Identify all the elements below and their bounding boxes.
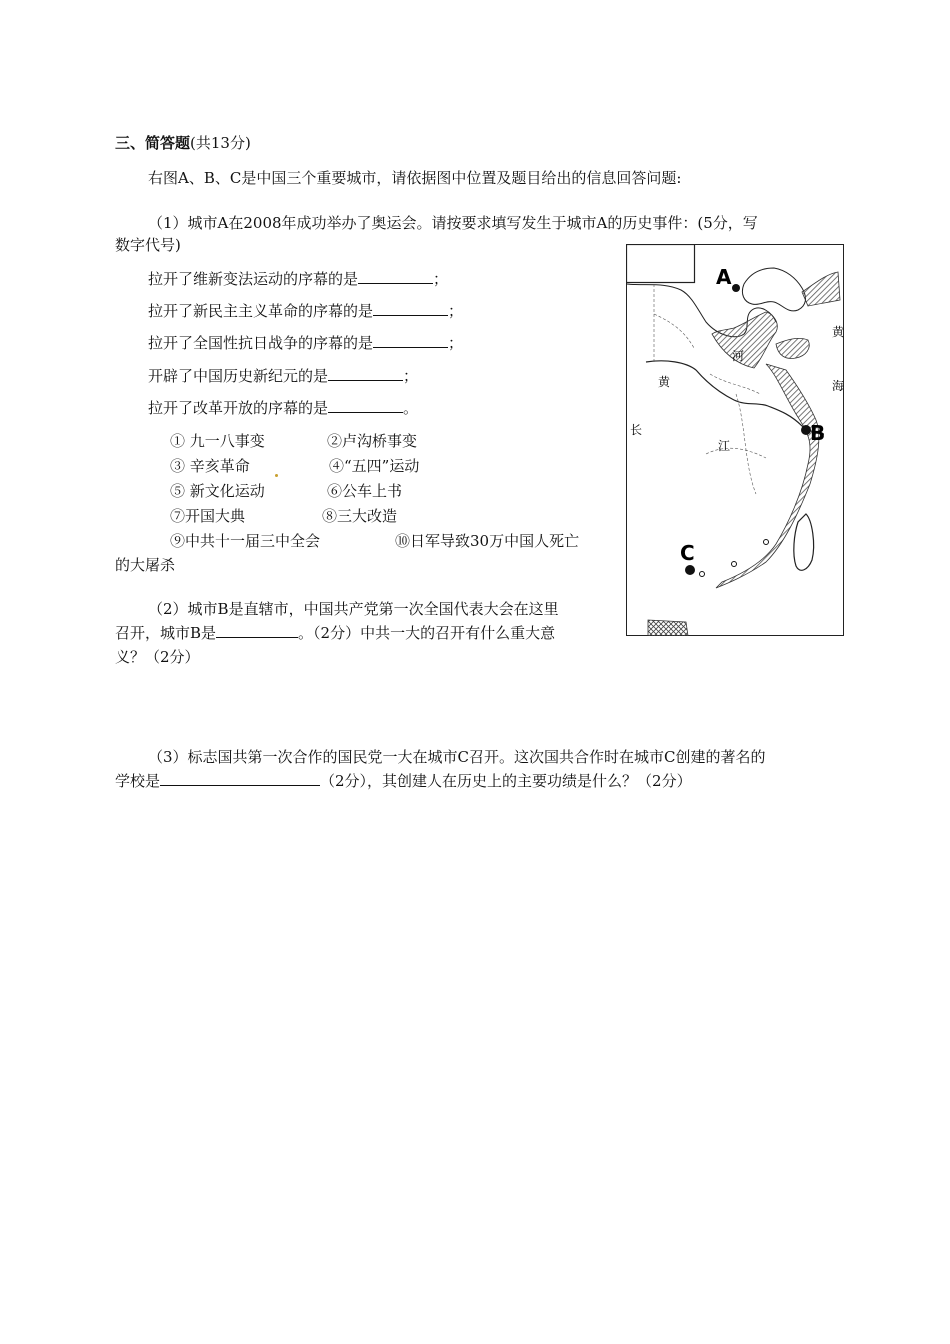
label-river-huang: 黄 — [658, 375, 671, 389]
q1-item-3 — [148, 332, 463, 354]
label-river-chang: 长 — [630, 423, 643, 437]
label-city-b: B — [810, 421, 826, 445]
q1-prompt-line1: （1）城市A在2008年成功举办了奥运会。请按要求填写发生于城市A的历史事件：(5分，写 — [148, 214, 758, 232]
option-7: ⑦开国大典 — [170, 507, 246, 525]
label-river-he: 河 — [732, 349, 745, 363]
answer-blank-3[interactable] — [373, 332, 448, 348]
q1-item-2-text: 拉开了新民主主义革命的序幕的是 — [148, 302, 374, 320]
city-a-marker — [732, 284, 740, 292]
label-city-a: A — [716, 265, 732, 289]
option-8: ⑧三大改造 — [322, 507, 398, 525]
label-river-jiang: 江 — [718, 439, 731, 453]
label-huang-sea-1: 黄 — [832, 325, 844, 339]
intro-text: 右图A、B、C是中国三个重要城市，请依据图中位置及题目给出的信息回答问题: — [148, 169, 682, 187]
map-inset-box — [627, 245, 695, 283]
q2-prompt-line2-a: 召开，城市B是 — [115, 624, 217, 642]
q1-item-4 — [148, 365, 418, 387]
option-1: ① 九一八事变 — [170, 432, 265, 450]
q1-item-1-end: ； — [433, 270, 449, 288]
option-6: ⑥公车上书 — [327, 482, 403, 500]
q1-item-4-end: ； — [403, 367, 419, 385]
label-city-c: C — [680, 541, 695, 565]
section-title — [115, 132, 251, 153]
q1-prompt-line2: 数字代号) — [115, 236, 181, 254]
option-10: ⑩日军导致30万中国人死亡 — [395, 532, 580, 550]
q3-prompt-line2 — [115, 770, 692, 792]
q3-prompt-line1: （3）标志国共第一次合作的国民党一大在城市C召开。这次国共合作时在城市C创建的著名的 — [148, 748, 766, 766]
city-c-marker — [685, 565, 695, 575]
answer-blank-city-b[interactable] — [216, 622, 298, 638]
q1-item-4-text: 开辟了中国历史新纪元的是 — [148, 367, 329, 385]
option-3: ③ 辛亥革命 — [170, 457, 250, 475]
option-5: ⑤ 新文化运动 — [170, 482, 265, 500]
q1-item-3-end: ； — [448, 334, 464, 352]
port-marker-2 — [732, 562, 737, 567]
section-title-text: 三、简答题 — [115, 134, 191, 152]
q1-item-5 — [148, 397, 418, 419]
q1-item-5-text: 拉开了改革开放的序幕的是 — [148, 399, 329, 417]
port-marker-3 — [764, 540, 769, 545]
q1-item-1 — [148, 268, 448, 290]
option-4: ④“五四”运动 — [329, 457, 420, 475]
answer-blank-2[interactable] — [373, 300, 448, 316]
q1-item-2-end: ； — [448, 302, 464, 320]
answer-blank-1[interactable] — [358, 268, 433, 284]
answer-blank-4[interactable] — [328, 365, 403, 381]
q3-prompt-line2-a: 学校是 — [115, 772, 161, 790]
answer-blank-5[interactable] — [328, 397, 403, 413]
q1-item-2 — [148, 300, 463, 322]
stray-dot — [275, 465, 278, 483]
label-huang-sea-2: 海 — [832, 379, 844, 393]
q1-item-3-text: 拉开了全国性抗日战争的序幕的是 — [148, 334, 374, 352]
q1-item-1-text: 拉开了维新变法运动的序幕的是 — [148, 270, 359, 288]
section-score: (共13分) — [190, 134, 251, 152]
q2-prompt-line2 — [115, 622, 555, 644]
answer-blank-school[interactable] — [160, 770, 320, 786]
hainan-area — [648, 620, 688, 636]
q1-item-5-end: 。 — [403, 399, 419, 417]
q2-prompt-line2-b: 。（2分）中共一大的召开有什么重大意 — [298, 624, 556, 642]
option-10-tail: 的大屠杀 — [115, 556, 176, 574]
china-east-map — [626, 244, 844, 636]
port-marker-1 — [700, 572, 705, 577]
q2-prompt-line3: 义？（2分） — [115, 648, 200, 666]
q3-prompt-line2-b: （2分），其创建人在历史上的主要功绩是什么？（2分） — [320, 772, 692, 790]
option-9: ⑨中共十一届三中全会 — [170, 532, 321, 550]
q2-prompt-line1: （2）城市B是直辖市，中国共产党第一次全国代表大会在这里 — [148, 600, 559, 618]
option-2: ②卢沟桥事变 — [327, 432, 418, 450]
